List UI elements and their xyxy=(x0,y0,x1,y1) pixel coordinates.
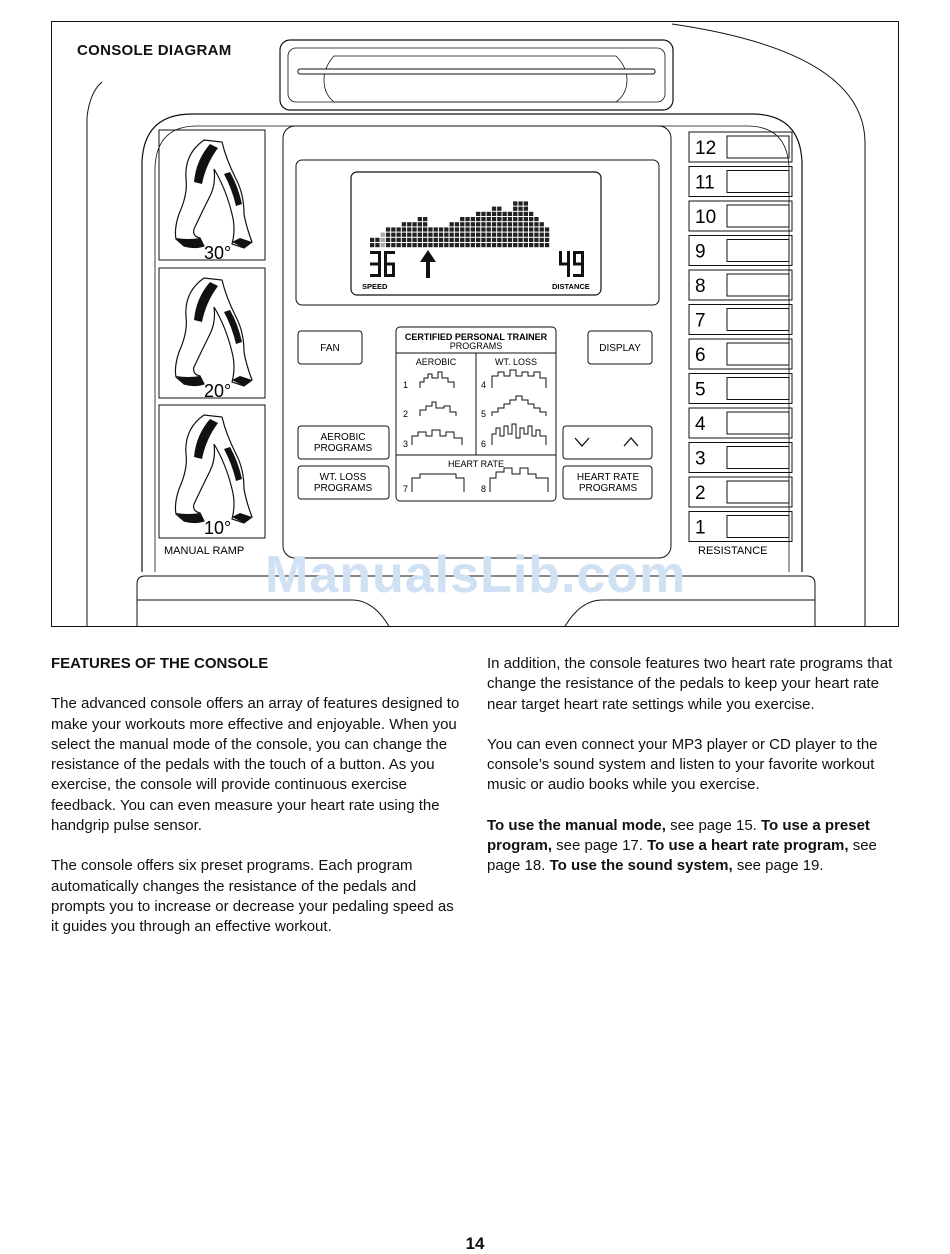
lcd-bar-segment xyxy=(391,233,395,237)
lcd-bar-segment xyxy=(497,217,501,221)
program-number-8: 8 xyxy=(481,484,487,494)
heart-rate-row-label: HEART RATE xyxy=(447,459,505,469)
resistance-level-7-button[interactable] xyxy=(689,305,792,335)
lcd-bar-segment xyxy=(524,233,528,237)
lcd-bar-segment xyxy=(524,222,528,226)
lcd-bar-segment xyxy=(518,217,522,221)
program-number-7: 7 xyxy=(403,484,409,494)
lcd-bar-segment xyxy=(476,217,480,221)
lcd-bar-segment xyxy=(508,238,512,242)
cd-tray xyxy=(280,40,673,110)
lcd-bar-segment xyxy=(492,238,496,242)
lcd-bar-segment xyxy=(391,243,395,247)
lcd-bar-segment xyxy=(508,222,512,226)
lcd-bar-segment xyxy=(513,201,517,205)
lcd-bar-segment xyxy=(487,227,491,231)
lcd-bar-segment xyxy=(370,243,374,247)
ref-preset-page: see page 17. xyxy=(552,837,648,855)
figure-title: CONSOLE DIAGRAM xyxy=(77,42,232,59)
lcd-bar-segment xyxy=(540,238,544,242)
lcd-bar-segment xyxy=(503,233,507,237)
lcd-bar-segment xyxy=(508,227,512,231)
lcd-bar-segment xyxy=(381,233,385,237)
lcd-bar-segment xyxy=(391,238,395,242)
lcd-bar-segment xyxy=(460,233,464,237)
lcd-digit-segment xyxy=(567,251,570,264)
lcd-bar-segment xyxy=(412,243,416,247)
lcd-bar-segment xyxy=(545,238,549,242)
lcd-bar-segment xyxy=(370,238,374,242)
program-number-5: 5 xyxy=(481,409,487,419)
lcd-bar-segment xyxy=(412,227,416,231)
lcd-bar-segment xyxy=(450,227,454,231)
lcd-bar-segment xyxy=(375,243,379,247)
resistance-level-5-label: 5 xyxy=(695,379,706,401)
lcd-bar-segment xyxy=(481,217,485,221)
lcd-bar-segment xyxy=(508,212,512,216)
lcd-bar-segment xyxy=(481,212,485,216)
lcd-digit-segment xyxy=(384,251,387,264)
lcd-bar-segment xyxy=(540,222,544,226)
lcd-bar-segment xyxy=(524,243,528,247)
lcd-bar-segment xyxy=(481,233,485,237)
lcd-bar-segment xyxy=(497,243,501,247)
lcd-bar-segment xyxy=(513,222,517,226)
lcd-bar-segment xyxy=(375,238,379,242)
ramp-button-20[interactable] xyxy=(159,268,265,401)
lcd-bar-segment xyxy=(455,233,459,237)
lcd-bar-segment xyxy=(534,222,538,226)
lcd-bar-segment xyxy=(534,238,538,242)
lcd-bar-segment xyxy=(471,238,475,242)
lcd-bar-segment xyxy=(492,243,496,247)
programs-title: CERTIFIED PERSONAL TRAINER xyxy=(404,332,548,342)
lcd-bar-segment xyxy=(434,238,438,242)
right-text-column xyxy=(487,654,899,897)
lcd-bar-segment xyxy=(545,233,549,237)
resistance-level-8-label: 8 xyxy=(695,276,706,297)
paragraph-sound-system: You can even connect your MP3 player or CD player to the console’s sound system and listen to your favorite workout music or audio books while you exercise. xyxy=(487,735,878,794)
paragraph-features: The advanced console offers an array of features designed to make your workouts more effective and enjoyable. When you select the manual mode of the console, you can change the resistance of the pedals with the touch of a button. As you exercise, the console will provide continuous exercise feedback. You can even measure your heart rate using the handgrip pulse sensor. xyxy=(51,695,460,835)
display-button-label: DISPLAY xyxy=(599,343,641,354)
lcd-bar-segment xyxy=(444,238,448,242)
lcd-bar-segment xyxy=(402,243,406,247)
lcd-bar-segment xyxy=(529,212,533,216)
ramp-button-10[interactable] xyxy=(159,405,265,538)
lcd-bar-segment xyxy=(508,243,512,247)
lcd-bar-segment xyxy=(481,222,485,226)
lcd-bar-segment xyxy=(529,238,533,242)
lcd-bar-segment xyxy=(524,207,528,211)
lcd-bar-segment xyxy=(476,222,480,226)
lcd-bar-segment xyxy=(386,227,390,231)
lcd-bar-segment xyxy=(418,243,422,247)
lcd-bar-segment xyxy=(492,212,496,216)
lcd-digit-segment xyxy=(573,274,584,277)
lcd-bar-segment xyxy=(407,227,411,231)
lcd-bar-segment xyxy=(513,233,517,237)
lcd-bar-segment xyxy=(534,227,538,231)
resistance-level-8-button[interactable] xyxy=(689,270,792,300)
ref-sound-page: see page 19. xyxy=(732,857,824,875)
ref-heart-rate-page: see page 18. xyxy=(487,837,877,875)
lcd-bar-segment xyxy=(481,227,485,231)
lcd-bar-segment xyxy=(471,243,475,247)
lcd-bar-segment xyxy=(386,238,390,242)
aerobic-programs-label-line2: PROGRAMS xyxy=(313,443,373,454)
lcd-digit-segment xyxy=(378,251,381,264)
lcd-bar-segment xyxy=(513,243,517,247)
lcd-bar-segment xyxy=(487,238,491,242)
lcd-bar-segment xyxy=(497,212,501,216)
lcd-bar-segment xyxy=(518,243,522,247)
lcd-digit-segment xyxy=(573,263,584,266)
program-profile-7 xyxy=(412,474,464,492)
lcd-bar-segment xyxy=(471,217,475,221)
lcd-bar-segment xyxy=(476,233,480,237)
resistance-level-6-button[interactable] xyxy=(689,339,792,369)
lcd-bar-segment xyxy=(471,233,475,237)
ramp-angle-20: 20° xyxy=(204,381,232,401)
lcd-bar-segment xyxy=(423,227,427,231)
lcd-bar-segment xyxy=(439,243,443,247)
lcd-bar-segment xyxy=(518,212,522,216)
console-illustration xyxy=(52,22,899,627)
resistance-label: RESISTANCE xyxy=(698,545,768,557)
resistance-level-2-button[interactable] xyxy=(689,477,792,507)
lcd-bar-segment xyxy=(402,238,406,242)
programs-subtitle: PROGRAMS xyxy=(449,341,503,351)
lcd-bar-segment xyxy=(503,238,507,242)
lcd-bar-segment xyxy=(529,233,533,237)
lcd-bar-segment xyxy=(513,207,517,211)
paragraph-preset-programs: The console offers six preset programs. Each program automatically changes the resistance of the pedals and prompts you to increase or decrease your pedaling speed as it guides you through an effective workout. xyxy=(51,857,454,936)
lcd-bar-segment xyxy=(487,243,491,247)
lcd-bar-segment xyxy=(397,243,401,247)
program-profile-3 xyxy=(412,430,462,445)
lcd-digit-segment xyxy=(573,251,576,264)
lcd-bar-segment xyxy=(407,238,411,242)
lcd-bar-segment xyxy=(529,243,533,247)
lcd-bar-segment xyxy=(386,243,390,247)
ref-manual-mode: To use the manual mode, xyxy=(487,816,666,834)
lcd-digit-segment xyxy=(559,251,562,264)
fan-button-label: FAN xyxy=(320,343,340,354)
lcd-bar-segment xyxy=(412,238,416,242)
lcd-bar-segment xyxy=(524,217,528,221)
lcd-bar-segment xyxy=(513,227,517,231)
lcd-bar-segment xyxy=(455,227,459,231)
resistance-level-10-label: 10 xyxy=(695,207,717,228)
lcd-bar-segment xyxy=(529,217,533,221)
lcd-bar-segment xyxy=(418,222,422,226)
lcd-bar-segment xyxy=(492,227,496,231)
ramp-button-30[interactable] xyxy=(159,130,265,263)
lcd-bar-segment xyxy=(471,227,475,231)
program-number-2: 2 xyxy=(403,409,409,419)
lcd-bar-segment xyxy=(518,222,522,226)
ref-sound-system: To use the sound system, xyxy=(549,857,733,875)
lcd-bar-segment xyxy=(460,217,464,221)
resistance-level-11-button[interactable] xyxy=(689,167,792,197)
section-heading: FEATURES OF THE CONSOLE xyxy=(51,655,269,672)
lcd-digit-segment xyxy=(581,251,584,264)
lcd-bar-segment xyxy=(497,222,501,226)
manualslib-watermark: ManualsLib.com xyxy=(265,546,687,604)
lcd-bar-segment xyxy=(518,238,522,242)
program-profile-4 xyxy=(492,370,546,388)
program-profile-2 xyxy=(420,402,456,416)
lcd-bar-segment xyxy=(497,238,501,242)
speed-arrows-button[interactable] xyxy=(563,426,652,459)
lcd-bar-segment xyxy=(476,212,480,216)
lcd-bar-segment xyxy=(497,207,501,211)
lcd-bar-segment xyxy=(423,217,427,221)
lcd-bar-segment xyxy=(455,238,459,242)
lcd-bar-segment xyxy=(439,238,443,242)
fan-button[interactable] xyxy=(298,331,362,364)
lcd-bar-segment xyxy=(503,243,507,247)
resistance-level-2-label: 2 xyxy=(695,483,706,504)
lcd-bar-segment xyxy=(418,227,422,231)
resistance-level-7-label: 7 xyxy=(695,310,706,332)
program-number-6: 6 xyxy=(481,439,487,449)
lcd-bar-segment xyxy=(518,233,522,237)
display-button[interactable] xyxy=(588,331,652,364)
lcd-bar-segment xyxy=(450,243,454,247)
lcd-bar-segment xyxy=(524,227,528,231)
lcd-bar-segment xyxy=(444,227,448,231)
heart-rate-programs-label-line1: HEART RATE xyxy=(576,472,640,483)
resistance-level-4-button[interactable] xyxy=(689,408,792,438)
lcd-bar-segment xyxy=(471,222,475,226)
aerobic-programs-button[interactable] xyxy=(298,426,389,459)
lcd-bar-segment xyxy=(465,233,469,237)
lcd-bar-segment xyxy=(524,238,528,242)
lcd-bar-segment xyxy=(513,212,517,216)
console-diagram-figure xyxy=(51,21,899,627)
lcd-bar-segment xyxy=(465,217,469,221)
lcd-bar-segment xyxy=(487,217,491,221)
lcd-bar-segment xyxy=(444,233,448,237)
lcd-bar-segment xyxy=(397,227,401,231)
cd-slot xyxy=(298,69,655,74)
lcd-bar-segment xyxy=(465,238,469,242)
lcd-bar-segment xyxy=(402,227,406,231)
lcd-bar-segment xyxy=(428,243,432,247)
lcd-bar-segment xyxy=(381,238,385,242)
lcd-bar-segment xyxy=(534,217,538,221)
lcd-bar-segment xyxy=(492,233,496,237)
wt-loss-programs-label-line1: WT. LOSS xyxy=(319,472,367,483)
lcd-bar-segment xyxy=(513,217,517,221)
lcd-bar-segment xyxy=(492,222,496,226)
lcd-bar-segment xyxy=(423,222,427,226)
resistance-level-12-label: 12 xyxy=(695,138,717,159)
lcd-bar-segment xyxy=(444,243,448,247)
resistance-level-9-button[interactable] xyxy=(689,236,792,266)
lcd-bar-segment xyxy=(428,233,432,237)
lcd-bar-segment xyxy=(434,243,438,247)
resistance-level-12-button[interactable] xyxy=(689,132,792,162)
lcd-bar-segment xyxy=(497,233,501,237)
lcd-bar-segment xyxy=(534,243,538,247)
lcd-bar-segment xyxy=(508,217,512,221)
lcd-bar-segment xyxy=(524,201,528,205)
lcd-bar-segment xyxy=(450,238,454,242)
wt-loss-column-label: WT. LOSS xyxy=(494,357,538,367)
lcd-bar-segment xyxy=(460,227,464,231)
lcd-bar-segment xyxy=(487,222,491,226)
lcd-bar-segment xyxy=(524,212,528,216)
lcd-bar-segment xyxy=(492,207,496,211)
aerobic-programs-label-line1: AEROBIC xyxy=(320,432,366,443)
resistance-button-column xyxy=(689,132,792,542)
resistance-level-6-label: 6 xyxy=(695,345,706,366)
lcd-bar-segment xyxy=(428,238,432,242)
lcd-bar-segment xyxy=(540,227,544,231)
ramp-angle-30: 30° xyxy=(204,243,232,263)
resistance-level-5-button[interactable] xyxy=(689,374,792,404)
lcd-bar-segment xyxy=(503,227,507,231)
programs-panel xyxy=(396,327,556,501)
lcd-bar-segment xyxy=(487,212,491,216)
ramp-angle-10: 10° xyxy=(204,518,232,538)
lcd-bar-segment xyxy=(503,212,507,216)
lcd-bar-segment xyxy=(386,233,390,237)
lcd-bar-segment xyxy=(418,238,422,242)
lcd-bar-segment xyxy=(465,243,469,247)
wt-loss-programs-label-line2: PROGRAMS xyxy=(313,483,373,494)
lcd-digit-segment xyxy=(392,264,395,277)
lcd-bar-segment xyxy=(545,227,549,231)
down-arrow-icon[interactable] xyxy=(575,438,589,446)
program-number-1: 1 xyxy=(403,380,409,390)
lcd-distance-label: DISTANCE xyxy=(552,282,590,291)
ref-manual-page: see page 15. xyxy=(665,816,761,834)
lcd-bar-segment xyxy=(397,238,401,242)
lcd-bar-segment xyxy=(497,227,501,231)
lcd-bar-segment xyxy=(407,233,411,237)
program-number-3: 3 xyxy=(403,439,409,449)
lcd-bar-segment xyxy=(476,243,480,247)
lcd-bar-segment xyxy=(439,227,443,231)
lcd-bar-segment xyxy=(540,243,544,247)
resistance-level-10-button[interactable] xyxy=(689,201,792,231)
lcd-bar-segment xyxy=(518,207,522,211)
program-profile-1 xyxy=(420,372,454,388)
left-text-column xyxy=(51,654,463,958)
lcd-digit-segment xyxy=(567,264,570,277)
lcd-bar-segment xyxy=(534,233,538,237)
lcd-bar-segment xyxy=(492,217,496,221)
lcd-bar-segment xyxy=(518,201,522,205)
aerobic-column-label: AEROBIC xyxy=(415,357,457,367)
lcd-bar-segment xyxy=(407,222,411,226)
program-profile-5 xyxy=(492,396,546,416)
lcd-bar-segment xyxy=(455,222,459,226)
lcd-bar-segment xyxy=(402,222,406,226)
lcd-bar-segment xyxy=(418,233,422,237)
lcd-bar-segment xyxy=(518,227,522,231)
resistance-level-11-label: 11 xyxy=(695,172,715,194)
lcd-bar-segment xyxy=(434,227,438,231)
lcd-bar-segment xyxy=(412,233,416,237)
lcd-bar-segment xyxy=(455,243,459,247)
up-arrow-icon[interactable] xyxy=(624,438,638,446)
lcd-bar-segment xyxy=(391,227,395,231)
manual-ramp-label: MANUAL RAMP xyxy=(164,545,245,557)
lcd-bar-segment xyxy=(418,217,422,221)
lcd-bar-segment xyxy=(503,222,507,226)
housing-left-edge xyxy=(87,82,102,627)
lcd-bar-segment xyxy=(423,233,427,237)
lcd-bar-segment xyxy=(460,222,464,226)
lcd-bar-segment xyxy=(450,222,454,226)
lcd-speed-label: SPEED xyxy=(362,282,388,291)
lcd-bar-segment xyxy=(481,243,485,247)
lcd-bar-segment xyxy=(423,238,427,242)
lcd-bar-segment xyxy=(423,243,427,247)
page-number: 14 xyxy=(465,1234,485,1253)
paragraph-heart-rate-programs: In addition, the console features two heart rate programs that change the resistance of the pedals to keep your heart rate near target heart rate settings while you exercise. xyxy=(487,655,893,713)
lcd-bar-segment xyxy=(529,222,533,226)
lcd-bar-segment xyxy=(513,238,517,242)
ref-heart-rate-program: To use a heart rate program, xyxy=(647,837,849,855)
lcd-bar-segment xyxy=(487,233,491,237)
lcd-bar-segment xyxy=(402,233,406,237)
lcd-bar-segment xyxy=(450,233,454,237)
lcd-bar-segment xyxy=(540,233,544,237)
lcd-bar-segment xyxy=(460,243,464,247)
lcd-bar-segment xyxy=(439,233,443,237)
lcd-bar-segment xyxy=(465,222,469,226)
paragraph-page-references xyxy=(487,816,899,877)
lcd-bar-segment xyxy=(412,222,416,226)
heart-rate-programs-label-line2: PROGRAMS xyxy=(578,483,638,494)
lcd-bar-segment xyxy=(397,233,401,237)
resistance-level-3-label: 3 xyxy=(695,448,706,470)
lcd-bar-segment xyxy=(407,243,411,247)
lcd-bar-segment xyxy=(465,227,469,231)
resistance-level-1-label: 1 xyxy=(695,517,706,539)
resistance-level-1-button[interactable] xyxy=(689,512,792,542)
lcd-bar-segment xyxy=(503,217,507,221)
resistance-level-4-label: 4 xyxy=(695,414,706,435)
program-profile-6 xyxy=(492,424,546,445)
resistance-level-3-button[interactable] xyxy=(689,443,792,473)
program-number-4: 4 xyxy=(481,380,487,390)
heart-rate-programs-button[interactable] xyxy=(563,466,652,499)
lcd-bar-segment xyxy=(460,238,464,242)
lcd-bar-segment xyxy=(434,233,438,237)
lcd-bar-segment xyxy=(545,243,549,247)
lcd-digit-segment xyxy=(370,274,381,277)
lcd-bar-segment xyxy=(476,238,480,242)
lcd-bar-segment xyxy=(508,233,512,237)
lcd-bar-segment xyxy=(481,238,485,242)
lcd-bar-segment xyxy=(476,227,480,231)
lcd-bar-segment xyxy=(428,227,432,231)
lcd-bar-segment xyxy=(381,243,385,247)
cd-slot-recess xyxy=(324,56,627,102)
lcd-bar-segment xyxy=(529,227,533,231)
wt-loss-programs-button[interactable] xyxy=(298,466,389,499)
resistance-level-9-label: 9 xyxy=(695,241,706,263)
ref-preset-program: To use a preset program, xyxy=(487,816,870,855)
program-profile-8 xyxy=(490,468,548,492)
